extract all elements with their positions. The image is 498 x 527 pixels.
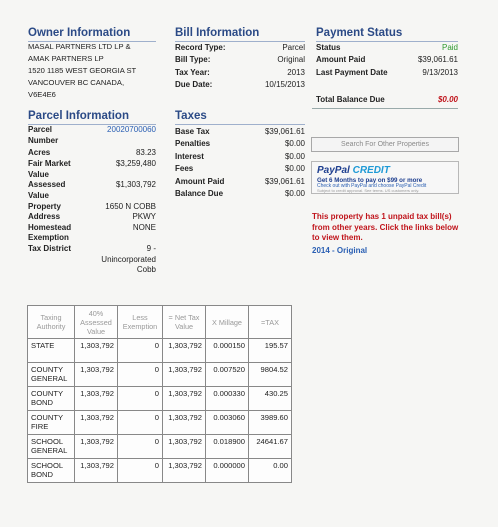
table-cell: COUNTY FIRE (28, 411, 75, 435)
parcel-row (28, 170, 156, 181)
paypal-offer-text: Get 6 Months to pay on $99 or more (317, 177, 423, 184)
table-cell: 1,303,792 (163, 363, 206, 387)
payment-label: Amount Paid (316, 55, 366, 65)
payment-label: Status (316, 43, 341, 52)
paypal-logo (317, 165, 390, 176)
status-badge: Paid (441, 43, 458, 52)
parcel-label: Property (28, 201, 61, 211)
table-cell: 1,303,792 (163, 459, 206, 483)
table-cell: 195.57 (249, 339, 292, 363)
payment-row-last-date (316, 67, 458, 79)
table-cell: 1,303,792 (163, 387, 206, 411)
column-header: 40% Assessed Value (75, 306, 118, 339)
owner-information-heading: Owner Information (28, 27, 156, 42)
table-cell: 0 (118, 363, 163, 387)
taxes-row (175, 151, 305, 163)
taxes-value: $0.00 (284, 151, 305, 161)
parcel-number-link[interactable]: 20020700060 (107, 125, 156, 134)
table-cell: 0 (118, 411, 163, 435)
bill-row-due-date (175, 79, 305, 91)
bill-value: 2013 (287, 67, 305, 77)
table-cell: STATE (28, 339, 75, 363)
taxes-row (175, 176, 305, 188)
table-cell: 1,303,792 (163, 339, 206, 363)
table-cell: COUNTY GENERAL (28, 363, 75, 387)
table-cell: 0.003060 (206, 411, 249, 435)
table-cell: SCHOOL BOND (28, 459, 75, 483)
bill-value: Original (277, 55, 305, 65)
owner-address (28, 41, 136, 101)
column-header: X Millage (206, 306, 249, 339)
owner-line: V6E4E6 (28, 90, 56, 99)
table-cell: 1,303,792 (75, 411, 118, 435)
table-header-row (28, 306, 292, 339)
taxes-summary (175, 126, 305, 200)
taxes-row (175, 126, 305, 138)
paypal-logo-text: PayPal (317, 165, 350, 176)
tax-breakdown-table (27, 305, 292, 483)
parcel-label: Number (28, 135, 59, 145)
unpaid-bill-link-2014[interactable]: 2014 - Original (312, 246, 368, 255)
parcel-information-heading: Parcel Information (28, 110, 156, 125)
taxes-value: $39,061.61 (264, 176, 305, 186)
taxes-value: $0.00 (284, 164, 305, 174)
owner-line: 1520 1185 WEST GEORGIA ST (28, 66, 137, 75)
parcel-value (88, 136, 156, 147)
parcel-row (28, 125, 156, 136)
table-cell: 1,303,792 (163, 435, 206, 459)
owner-line: MASAL PARTNERS LTD LP & (28, 42, 131, 51)
parcel-row (28, 255, 156, 266)
paypal-credit-banner[interactable] (311, 161, 459, 194)
owner-line: AMAK PARTNERS LP (28, 54, 104, 63)
table-row (28, 387, 292, 411)
table-cell: 1,303,792 (75, 435, 118, 459)
parcel-value (88, 191, 156, 202)
parcel-label: Assessed (28, 180, 66, 190)
table-cell: 24641.67 (249, 435, 292, 459)
parcel-label: Fair Market (28, 159, 71, 169)
parcel-value: $3,259,480 (115, 159, 156, 169)
taxes-row (175, 188, 305, 200)
bill-label: Due Date: (175, 80, 213, 90)
taxes-label: Base Tax (175, 127, 210, 136)
unpaid-bills-message: This property has 1 unpaid tax bill(s) from other years. Click the links below to view them. (312, 212, 459, 242)
table-cell: COUNTY BOND (28, 387, 75, 411)
bill-value: Parcel (282, 43, 305, 52)
bill-label: Record Type: (175, 43, 226, 52)
column-header: =TAX (249, 306, 292, 339)
parcel-row (28, 265, 156, 276)
table-cell: 1,303,792 (163, 411, 206, 435)
payment-status (316, 42, 458, 79)
parcel-information (28, 125, 156, 276)
taxes-row (175, 163, 305, 175)
table-cell: 0 (118, 459, 163, 483)
parcel-label: Value (28, 169, 49, 179)
taxes-value: $0.00 (284, 139, 305, 149)
payment-status-heading: Payment Status (316, 27, 458, 42)
parcel-value: NONE (132, 222, 156, 232)
payment-value: 9/13/2013 (422, 67, 458, 77)
table-cell: SCHOOL GENERAL (28, 435, 75, 459)
parcel-row (28, 146, 156, 159)
bill-information (175, 42, 305, 92)
taxes-value: $39,061.61 (264, 127, 305, 136)
table-row (28, 339, 292, 363)
bill-row-tax-year (175, 67, 305, 79)
parcel-value: PKWY (132, 212, 156, 222)
table-cell: 1,303,792 (75, 339, 118, 363)
parcel-row (28, 136, 156, 147)
taxes-label: Balance Due (175, 189, 224, 199)
parcel-value: Cobb (136, 265, 156, 275)
taxes-label: Interest (175, 151, 204, 161)
parcel-value: $1,303,792 (115, 180, 156, 190)
bill-information-heading: Bill Information (175, 27, 305, 42)
table-row (28, 411, 292, 435)
table-cell: 0.000330 (206, 387, 249, 411)
paypal-credit-text: CREDIT (352, 165, 390, 176)
parcel-value: 1650 N COBB (105, 201, 156, 211)
parcel-value: 83.23 (135, 148, 156, 158)
table-cell: 0 (118, 435, 163, 459)
table-cell: 0.000150 (206, 339, 249, 363)
column-header: Less Exemption (118, 306, 163, 339)
paypal-checkout-text: Check out with PayPal and choose PayPal Credit (317, 183, 427, 189)
search-other-properties-button[interactable]: Search For Other Properties (311, 137, 459, 152)
bill-row-bill-type (175, 54, 305, 66)
table-cell: 0.007520 (206, 363, 249, 387)
payment-value: $39,061.61 (417, 55, 458, 65)
total-balance-value: $0.00 (437, 95, 458, 104)
parcel-value (88, 170, 156, 181)
table-row (28, 459, 292, 483)
taxes-label: Amount Paid (175, 176, 225, 186)
parcel-label: Exemption (28, 233, 69, 243)
total-balance-label: Total Balance Due (316, 95, 385, 104)
total-balance-due (316, 95, 458, 104)
taxes-label: Fees (175, 164, 194, 174)
taxes-heading: Taxes (175, 110, 305, 125)
parcel-value: 9 - (146, 243, 156, 253)
taxes-row (175, 138, 305, 150)
parcel-label: Homestead (28, 222, 72, 232)
table-cell: 1,303,792 (75, 459, 118, 483)
parcel-value: Unincorporated (101, 254, 156, 264)
table-cell: 0.000000 (206, 459, 249, 483)
parcel-label: Address (28, 212, 61, 222)
payment-label: Last Payment Date (316, 67, 388, 77)
payment-row-status (316, 42, 458, 54)
table-cell: 430.25 (249, 387, 292, 411)
parcel-label (28, 255, 88, 266)
parcel-label (28, 265, 88, 276)
parcel-row (28, 202, 156, 213)
divider (312, 108, 458, 109)
payment-row-amount-paid (316, 54, 458, 66)
column-header: Taxing Authority (28, 306, 75, 339)
parcel-row (28, 159, 156, 170)
bill-value: 10/15/2013 (264, 80, 305, 90)
parcel-row (28, 244, 156, 255)
table-cell: 0.00 (249, 459, 292, 483)
table-cell: 0.018900 (206, 435, 249, 459)
table-row (28, 363, 292, 387)
parcel-value (88, 233, 156, 244)
parcel-row (28, 212, 156, 223)
parcel-label: Value (28, 190, 49, 200)
owner-line: VANCOUVER BC CANADA, (28, 78, 125, 87)
table-cell: 0 (118, 339, 163, 363)
table-cell: 0 (118, 387, 163, 411)
parcel-label: Parcel (28, 125, 53, 134)
bill-label: Bill Type: (175, 55, 211, 65)
taxes-value: $0.00 (284, 189, 305, 199)
parcel-row (28, 223, 156, 234)
table-row (28, 435, 292, 459)
parcel-row (28, 233, 156, 244)
table-cell: 1,303,792 (75, 387, 118, 411)
bill-row-record-type (175, 42, 305, 54)
column-header: = Net Tax Value (163, 306, 206, 339)
table-cell: 3989.60 (249, 411, 292, 435)
parcel-row (28, 191, 156, 202)
parcel-row (28, 180, 156, 191)
bill-label: Tax Year: (175, 67, 210, 77)
parcel-label: Tax District (28, 243, 71, 253)
paypal-terms-text: Subject to credit approval. See terms. US customers only. (317, 188, 420, 193)
taxes-label: Penalties (175, 139, 211, 149)
table-cell: 1,303,792 (75, 363, 118, 387)
parcel-label: Acres (28, 148, 51, 158)
table-cell: 9804.52 (249, 363, 292, 387)
